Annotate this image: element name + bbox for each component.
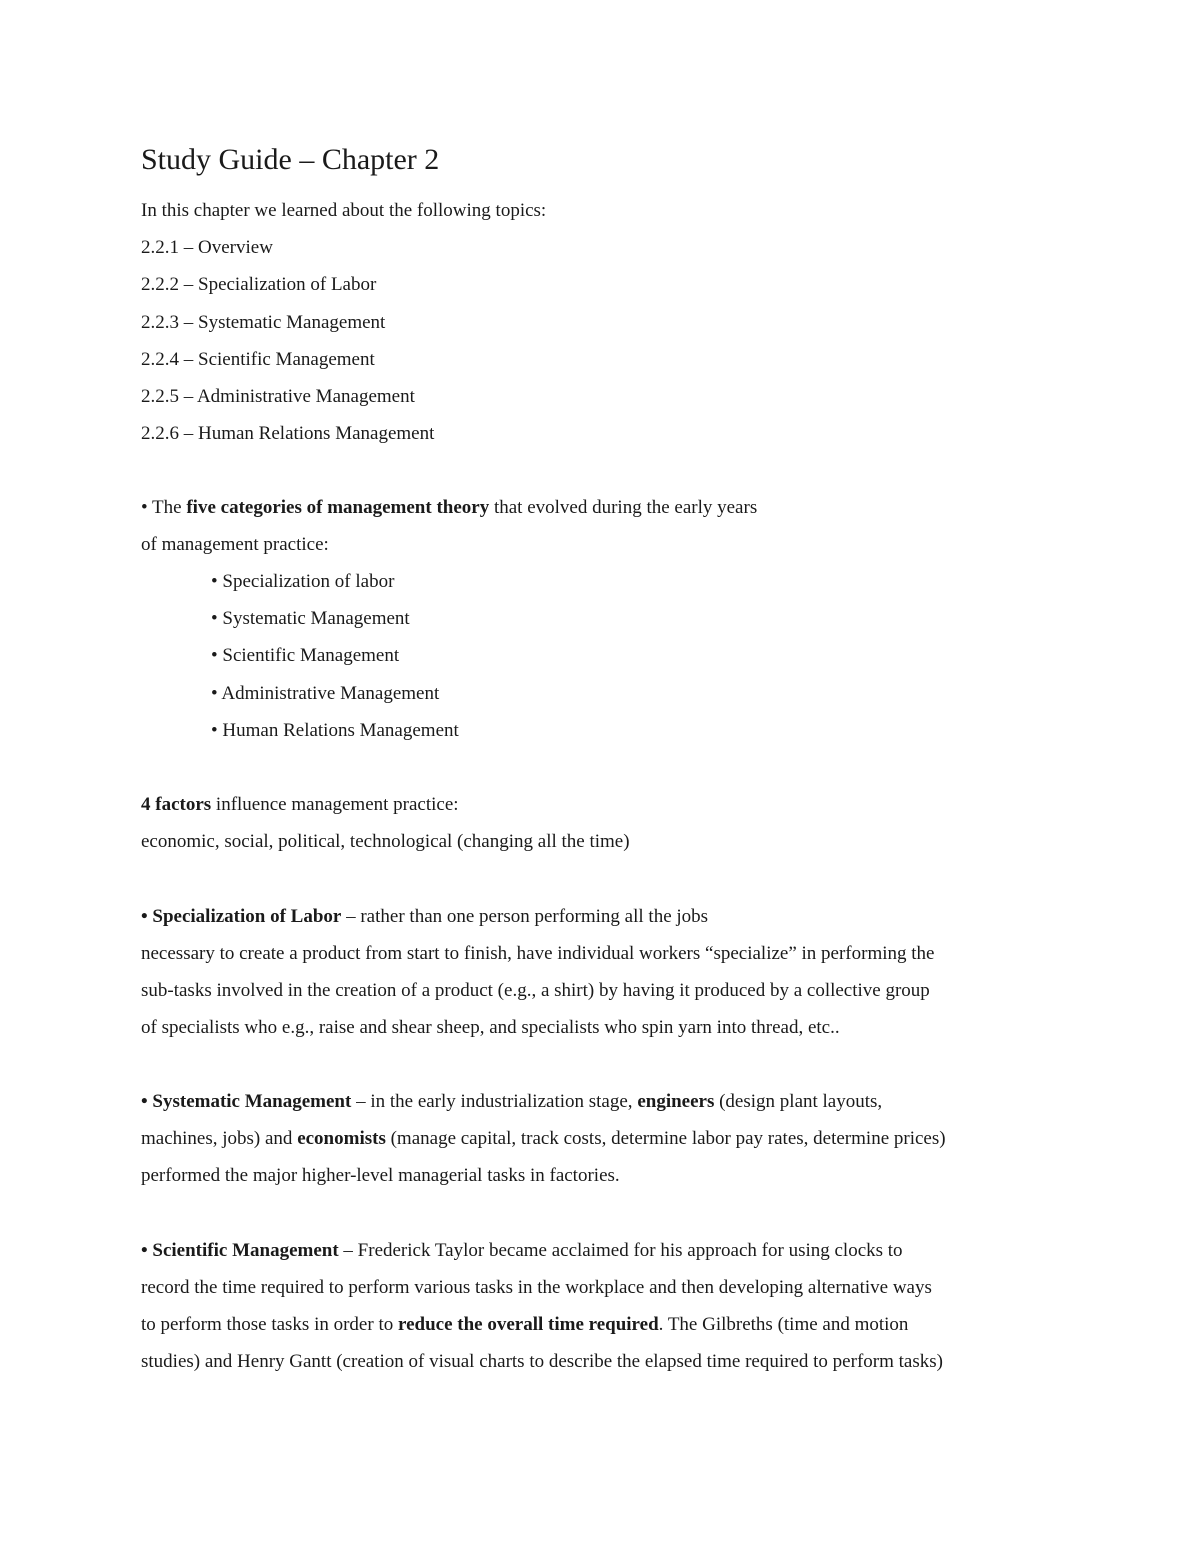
scientific-line3-rest: . The Gilbreths (time and motion (658, 1314, 909, 1335)
category-item: • Scientific Management (211, 645, 400, 666)
factors-line2: economic, social, political, technological (changing all the time) (141, 831, 630, 852)
topic-item: 2.2.1 – Overview (141, 237, 273, 258)
systematic-bold: • Systematic Management (141, 1091, 352, 1112)
category-item: • Systematic Management (211, 608, 410, 629)
scientific-line2: record the time required to perform various tasks in the workplace and then developing alternative ways (141, 1277, 932, 1298)
five-categories-rest: that evolved during the early years (489, 497, 758, 518)
page-title: Study Guide – Chapter 2 (141, 143, 440, 176)
systematic-line1 (141, 1089, 882, 1115)
scientific-rest: – Frederick Taylor became acclaimed for his approach for using clocks to (338, 1240, 903, 1261)
systematic-line2-rest: (manage capital, track costs, determine labor pay rates, determine prices) (385, 1128, 946, 1149)
systematic-line2-pre: machines, jobs) and (141, 1128, 298, 1149)
specialization-rest: – rather than one person performing all the jobs (341, 906, 709, 927)
category-item: • Human Relations Management (211, 720, 459, 741)
factors-line (141, 792, 459, 818)
five-categories-line2: of management practice: (141, 534, 329, 555)
specialization-line4: of specialists who e.g., raise and shear sheep, and specialists who spin yarn into thread, etc.. (141, 1017, 840, 1038)
systematic-rest2: (design plant layouts, (714, 1091, 883, 1112)
category-item: • Administrative Management (211, 683, 440, 704)
topic-item: 2.2.5 – Administrative Management (141, 386, 415, 407)
intro-text: In this chapter we learned about the following topics: (141, 200, 547, 221)
systematic-rest1: – in the early industrialization stage, (351, 1091, 638, 1112)
category-item: • Specialization of labor (211, 571, 395, 592)
scientific-line3-bold: reduce the overall time required (397, 1314, 659, 1335)
five-categories-line (141, 495, 757, 521)
specialization-line3: sub-tasks involved in the creation of a product (e.g., a shirt) by having it produced by a collective group (141, 980, 930, 1001)
scientific-line1 (141, 1238, 903, 1264)
topic-item: 2.2.2 – Specialization of Labor (141, 274, 377, 295)
five-categories-bold: five categories of management theory (186, 497, 490, 518)
topic-item: 2.2.4 – Scientific Management (141, 349, 375, 370)
factors-bold: 4 factors (141, 794, 212, 815)
scientific-line4: studies) and Henry Gantt (creation of visual charts to describe the elapsed time required to perform tasks) (141, 1351, 943, 1372)
systematic-line2-bold: economists (297, 1128, 386, 1149)
five-categories-bullet: • The (141, 497, 187, 518)
scientific-bold: • Scientific Management (141, 1240, 339, 1261)
specialization-line2: necessary to create a product from start to finish, have individual workers “specialize” in performing the (141, 943, 935, 964)
systematic-bold2: engineers (637, 1091, 715, 1112)
specialization-bold: • Specialization of Labor (141, 906, 342, 927)
scientific-line3-pre: to perform those tasks in order to (141, 1314, 398, 1335)
scientific-line3 (141, 1312, 908, 1338)
systematic-line2 (141, 1126, 946, 1152)
factors-rest: influence management practice: (211, 794, 459, 815)
topic-item: 2.2.3 – Systematic Management (141, 312, 386, 333)
specialization-line1 (141, 904, 708, 930)
systematic-line3: performed the major higher-level managerial tasks in factories. (141, 1165, 620, 1186)
topic-item: 2.2.6 – Human Relations Management (141, 423, 435, 444)
